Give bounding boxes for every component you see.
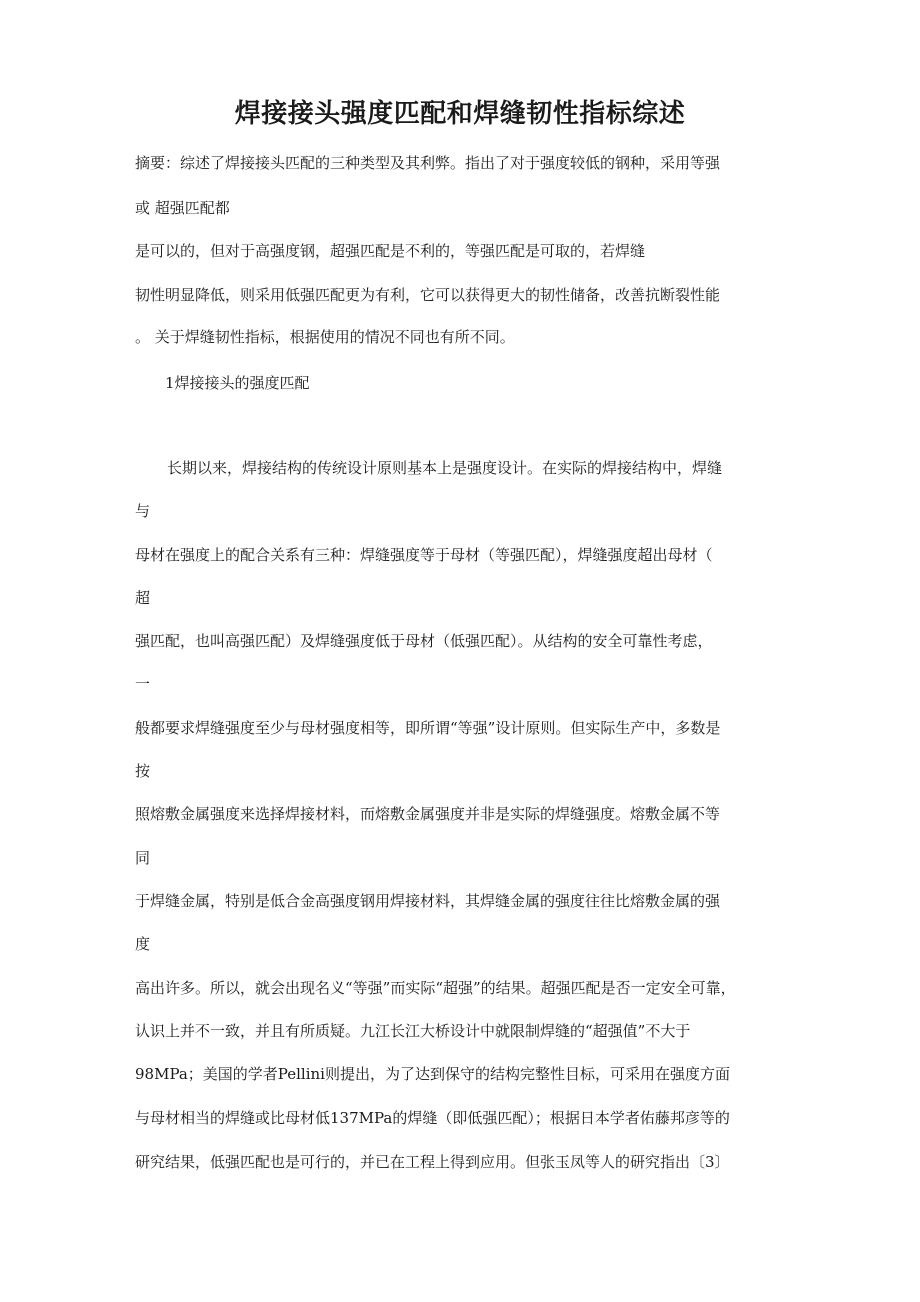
body-line-17: 研究结果，低强匹配也是可行的，并已在工程上得到应用。但张玉凤等人的研究指出〔3〕 bbox=[135, 1153, 730, 1171]
abstract-line-4: 韧性明显降低，则采用低强匹配更为有利，它可以获得更大的韧性储备，改善抗断裂性能 bbox=[135, 286, 721, 304]
body-line-11: 于焊缝金属，特别是低合金高强度钢用焊接材料，其焊缝金属的强度往往比熔敷金属的强 bbox=[135, 892, 721, 910]
abstract-line-2: 或 超强匹配都 bbox=[135, 199, 230, 217]
document-title: 焊接接头强度匹配和焊缝韧性指标综述 bbox=[234, 99, 686, 129]
body-line-3: 母材在强度上的配合关系有三种：焊缝强度等于母材（等强匹配），焊缝强度超出母材（ bbox=[135, 546, 713, 564]
body-line-4: 超 bbox=[135, 589, 151, 607]
body-line-6: 一 bbox=[135, 675, 151, 693]
body-line-5: 强匹配，也叫高强匹配）及焊缝强度低于母材（低强匹配）。从结构的安全可靠性考虑， bbox=[135, 632, 713, 650]
body-line-16: 与母材相当的焊缝或比母材低137MPa的焊缝（即低强匹配）；根据日本学者佑藤邦彦等的 bbox=[135, 1109, 730, 1127]
body-line-9: 照熔敷金属强度来选择焊接材料，而熔敷金属强度并非是实际的焊缝强度。熔敷金属不等 bbox=[135, 805, 721, 823]
abstract-line-3: 是可以的，但对于高强度钢，超强匹配是不利的，等强匹配是可取的，若焊缝 bbox=[135, 242, 646, 260]
body-line-7: 般都要求焊缝强度至少与母材强度相等，即所谓“等强”设计原则。但实际生产中，多数是 bbox=[135, 719, 721, 737]
body-line-1: 长期以来，焊接结构的传统设计原则基本上是强度设计。在实际的焊接结构中，焊缝 bbox=[167, 459, 723, 477]
body-line-10: 同 bbox=[135, 849, 151, 867]
section-heading: 1焊接接头的强度匹配 bbox=[165, 374, 310, 392]
body-line-12: 度 bbox=[135, 935, 151, 953]
body-line-13: 高出许多。所以，就会出现名义“等强”而实际“超强”的结果。超强匹配是否一定安全可靠， bbox=[135, 979, 736, 997]
body-line-8: 按 bbox=[135, 762, 151, 780]
abstract-line-5: 。 关于焊缝韧性指标，根据使用的情况不同也有所不同。 bbox=[135, 328, 515, 346]
body-line-14: 认识上并不一致，并且有所质疑。九江长江大桥设计中就限制焊缝的“超强值”不大于 bbox=[135, 1022, 691, 1040]
body-line-15: 98MPa；美国的学者Pellini则提出，为了达到保守的结构完整性目标，可采用在强度方面 bbox=[135, 1065, 730, 1083]
abstract-line-1: 摘要：综述了焊接接头匹配的三种类型及其利弊。指出了对于强度较低的钢种，采用等强 bbox=[135, 154, 721, 172]
body-line-2: 与 bbox=[135, 502, 151, 520]
